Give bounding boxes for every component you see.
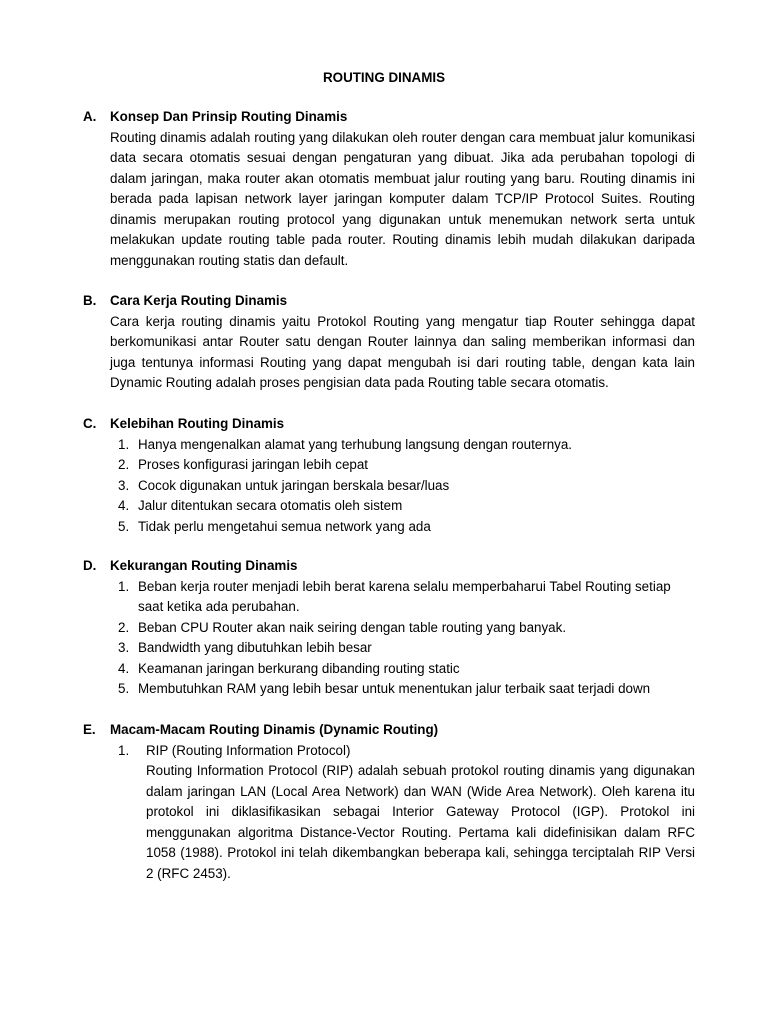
section-d-heading bbox=[83, 556, 695, 577]
section-c bbox=[83, 414, 695, 537]
list-item-text: Beban CPU Router akan naik seiring dengan table routing yang banyak. bbox=[138, 619, 567, 635]
document-title: ROUTING DINAMIS bbox=[323, 70, 445, 85]
disadvantages-list bbox=[83, 577, 695, 700]
list-number: 3. bbox=[118, 640, 130, 655]
list-number: 3. bbox=[118, 477, 130, 493]
list-number: 4. bbox=[118, 660, 130, 676]
list-number: 1. bbox=[118, 578, 130, 594]
section-e-heading bbox=[83, 720, 695, 741]
list-item bbox=[83, 476, 695, 497]
section-e bbox=[83, 720, 695, 884]
section-letter: D. bbox=[83, 558, 97, 573]
list-number: 5. bbox=[118, 518, 130, 534]
section-letter: B. bbox=[83, 293, 97, 308]
section-letter: E. bbox=[83, 722, 96, 737]
list-item bbox=[83, 618, 695, 639]
list-item bbox=[83, 517, 695, 538]
section-letter: C. bbox=[83, 416, 97, 431]
list-item-text: Beban kerja router menjadi lebih berat karena selalu memperbaharui Tabel Routing setiap saat ketika ada perubahan. bbox=[138, 578, 671, 614]
list-item-text: Bandwidth yang dibutuhkan lebih besar bbox=[138, 640, 372, 655]
section-a bbox=[83, 107, 695, 271]
section-d bbox=[83, 556, 695, 700]
section-a-paragraph: Routing dinamis adalah routing yang dilakukan oleh router dengan cara membuat jalur komunikasi data secara otomatis sesuai dengan pengaturan yang dibuat. Jika ada perubahan topologi di dalam jaringan, maka router akan otomatis membuat jalur routing yang baru. Routing dinamis ini berada pada lapisan network layer jaringan komputer dalam TCP/IP Protocol Suites. Routing dinamis merupakan routing protocol yang digunakan untuk menemukan network serta untuk melakukan update routing table pada router. Routing dinamis lebih mudah dilakukan daripada menggunakan routing statis dan default. bbox=[110, 129, 695, 268]
section-b bbox=[83, 291, 695, 394]
list-item bbox=[83, 659, 695, 680]
list-item bbox=[83, 455, 695, 476]
section-b-paragraph: Cara kerja routing dinamis yaitu Protokol Routing yang mengatur tiap Router sehingga dapat berkomunikasi antar Router satu dengan Router lainnya dan saling memberikan informasi dan juga tentunya informasi Routing yang dapat mengubah isi dari routing table, dengan kata lain Dynamic Routing adalah proses pengisian data pada Routing table secara otomatis. bbox=[110, 313, 695, 390]
list-number: 4. bbox=[118, 498, 130, 513]
list-item-text: Tidak perlu mengetahui semua network yang ada bbox=[138, 518, 431, 534]
advantages-list bbox=[83, 435, 695, 538]
list-item-text: Keamanan jaringan berkurang dibanding routing static bbox=[138, 660, 460, 676]
section-letter: A. bbox=[83, 109, 97, 124]
section-title: Konsep Dan Prinsip Routing Dinamis bbox=[110, 109, 348, 124]
list-number: 5. bbox=[118, 681, 130, 696]
list-number: 2. bbox=[118, 619, 130, 635]
subsection-rip-heading bbox=[83, 741, 695, 762]
section-title: Kekurangan Routing Dinamis bbox=[110, 558, 298, 573]
section-title: Kelebihan Routing Dinamis bbox=[110, 416, 285, 431]
section-title: Cara Kerja Routing Dinamis bbox=[110, 293, 288, 308]
section-a-heading bbox=[83, 107, 695, 128]
list-item bbox=[83, 638, 695, 659]
subsection-rip-paragraph: Routing Information Protocol (RIP) adalah sebuah protokol routing dinamis yang digunakan dalam jaringan LAN (Local Area Network) dan WAN (Wide Area Network). Oleh karena itu protokol ini diklasifikasikan sebagai Interior Gateway Protocol (IGP). Protokol ini menggunakan algoritma Distance-Vector Routing. Pertama kali didefinisikan dalam RFC 1058 (1988). Protokol ini telah dikembangkan beberapa kali, sehingga terciptalah RIP Versi 2 (RFC 2453). bbox=[146, 763, 695, 881]
subsection-number: 1. bbox=[118, 742, 130, 758]
section-b-heading bbox=[83, 291, 695, 312]
subsection-title: RIP (Routing Information Protocol) bbox=[146, 742, 351, 758]
list-item-text: Cocok digunakan untuk jaringan berskala besar/luas bbox=[138, 477, 450, 493]
list-number: 2. bbox=[118, 457, 130, 472]
list-item bbox=[83, 577, 695, 618]
list-item bbox=[83, 435, 695, 456]
list-item-text: Proses konfigurasi jaringan lebih cepat bbox=[138, 457, 369, 472]
list-item-text: Jalur ditentukan secara otomatis oleh sistem bbox=[138, 498, 403, 513]
list-item bbox=[83, 679, 695, 700]
list-number: 1. bbox=[118, 436, 130, 452]
list-item-text: Membutuhkan RAM yang lebih besar untuk menentukan jalur terbaik saat terjadi down bbox=[138, 681, 651, 696]
list-item-text: Hanya mengenalkan alamat yang terhubung langsung dengan routernya. bbox=[138, 436, 573, 452]
section-c-heading bbox=[83, 414, 695, 435]
section-title: Macam-Macam Routing Dinamis (Dynamic Routing) bbox=[110, 722, 439, 737]
list-item bbox=[83, 496, 695, 517]
